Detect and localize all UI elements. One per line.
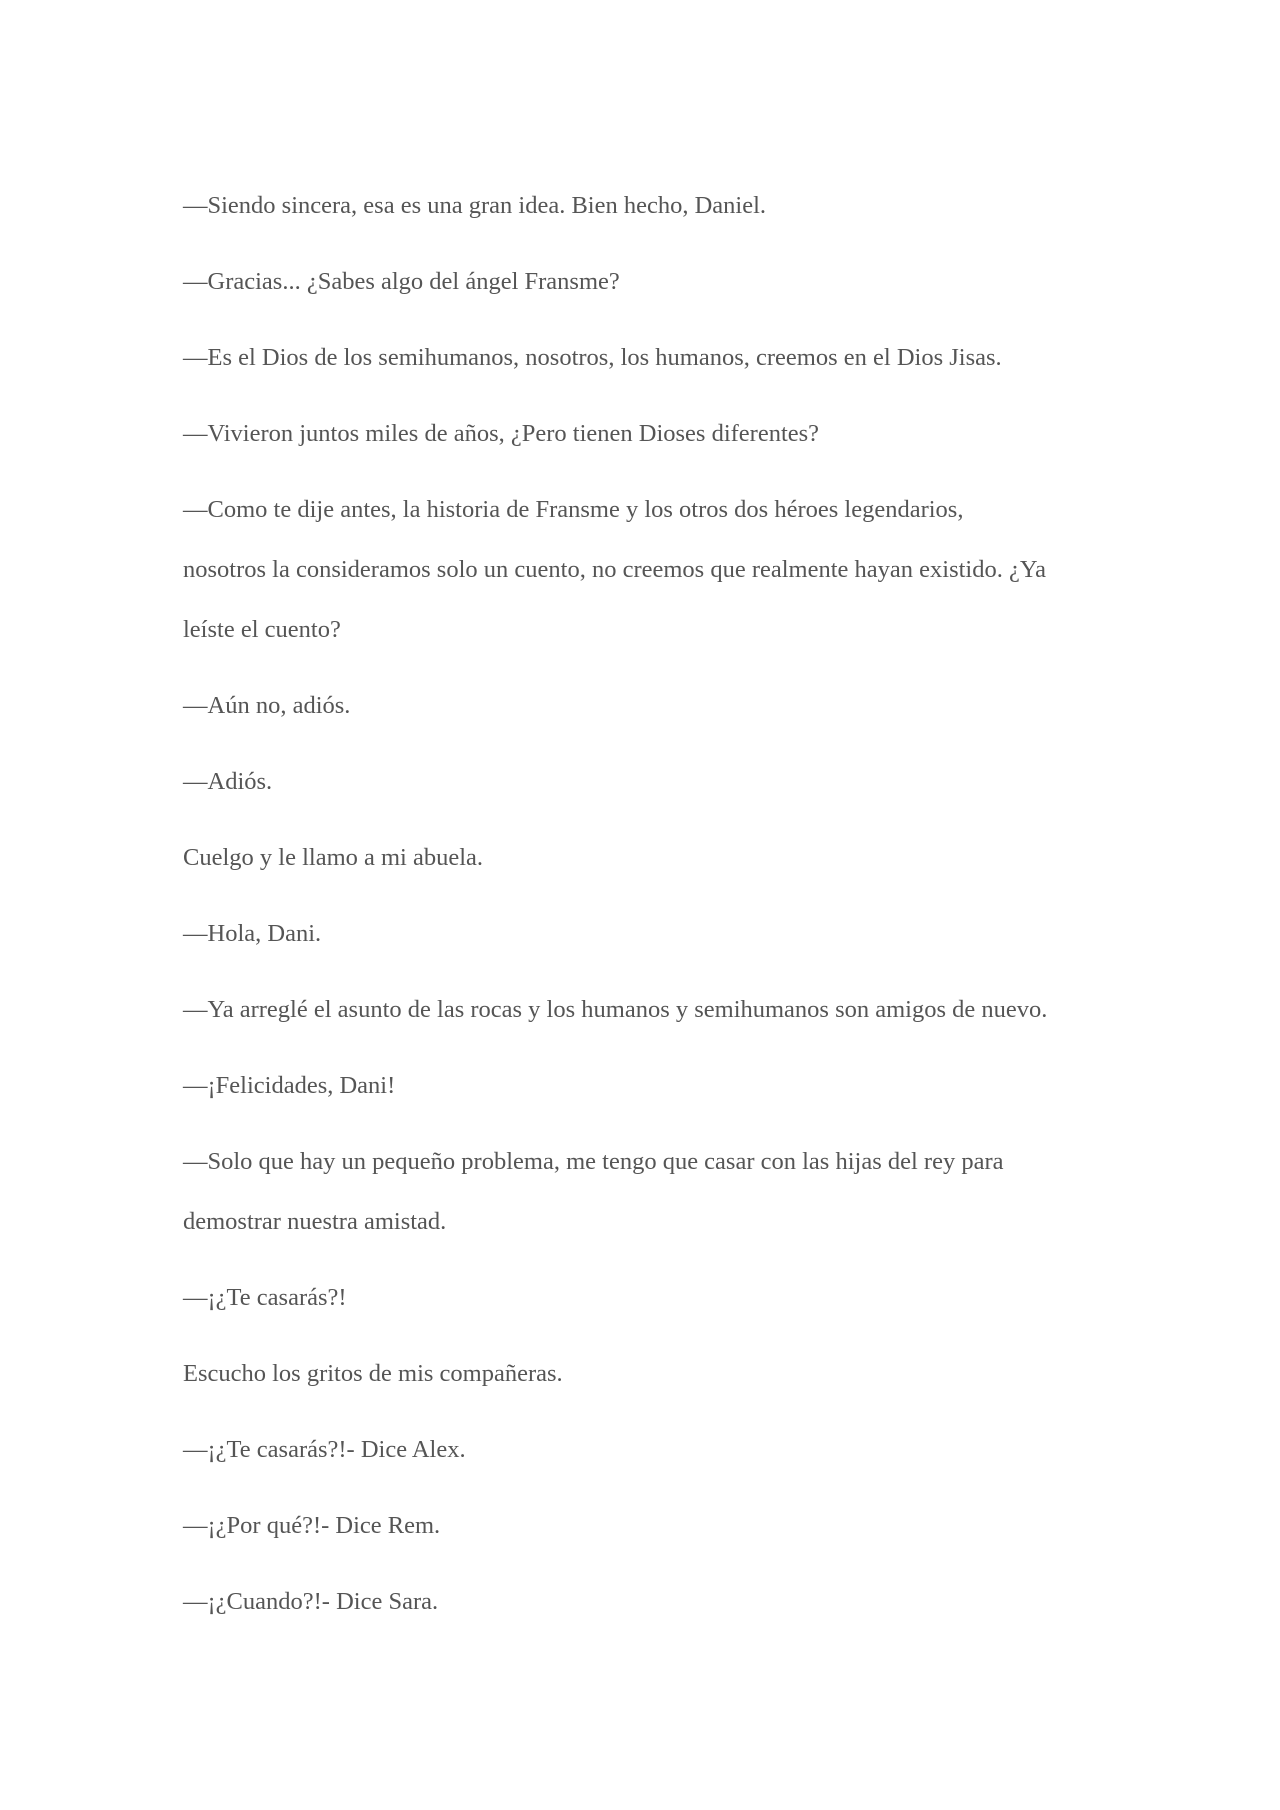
text-line: —¡¿Te casarás?! (183, 1284, 347, 1311)
paragraph (183, 1572, 1103, 1632)
text-line: —Ya arreglé el asunto de las rocas y los humanos y semihumanos son amigos de nuevo. (183, 996, 1048, 1023)
text-line: —Gracias... ¿Sabes algo del ángel Fransme? (183, 268, 620, 295)
text-line: —Hola, Dani. (183, 920, 322, 947)
text-line: Cuelgo y le llamo a mi abuela. (183, 844, 484, 871)
text-line: —Vivieron juntos miles de años, ¿Pero tienen Dioses diferentes? (183, 420, 820, 447)
text-line: demostrar nuestra amistad. (183, 1208, 447, 1235)
paragraph (183, 904, 1103, 964)
paragraph (183, 1420, 1103, 1480)
text-line: —¡Felicidades, Dani! (183, 1072, 396, 1099)
paragraph (183, 828, 1103, 888)
text-line: —¡¿Por qué?!- Dice Rem. (183, 1512, 441, 1539)
text-line: leíste el cuento? (183, 616, 341, 643)
paragraph (183, 1056, 1103, 1116)
text-line: —¡¿Cuando?!- Dice Sara. (183, 1588, 439, 1615)
paragraph (183, 752, 1103, 812)
text-line: —Siendo sincera, esa es una gran idea. Bien hecho, Daniel. (183, 192, 767, 219)
document-body (183, 176, 1103, 1648)
paragraph (183, 1132, 1103, 1252)
paragraph (183, 404, 1103, 464)
text-line: —Solo que hay un pequeño problema, me tengo que casar con las hijas del rey para (183, 1148, 1004, 1175)
text-line: —Aún no, adiós. (183, 692, 351, 719)
paragraph (183, 676, 1103, 736)
paragraph (183, 1496, 1103, 1556)
text-line: —Es el Dios de los semihumanos, nosotros, los humanos, creemos en el Dios Jisas. (183, 344, 1002, 371)
text-line: —Adiós. (183, 768, 273, 795)
paragraph (183, 1344, 1103, 1404)
paragraph (183, 252, 1103, 312)
text-line: nosotros la consideramos solo un cuento, no creemos que realmente hayan existido. ¿Ya (183, 556, 1046, 583)
paragraph (183, 480, 1103, 660)
paragraph (183, 176, 1103, 236)
text-line: —Como te dije antes, la historia de Fransme y los otros dos héroes legendarios, (183, 496, 964, 523)
paragraph (183, 1268, 1103, 1328)
paragraph (183, 328, 1103, 388)
paragraph (183, 980, 1103, 1040)
text-line: Escucho los gritos de mis compañeras. (183, 1360, 563, 1387)
text-line: —¡¿Te casarás?!- Dice Alex. (183, 1436, 466, 1463)
